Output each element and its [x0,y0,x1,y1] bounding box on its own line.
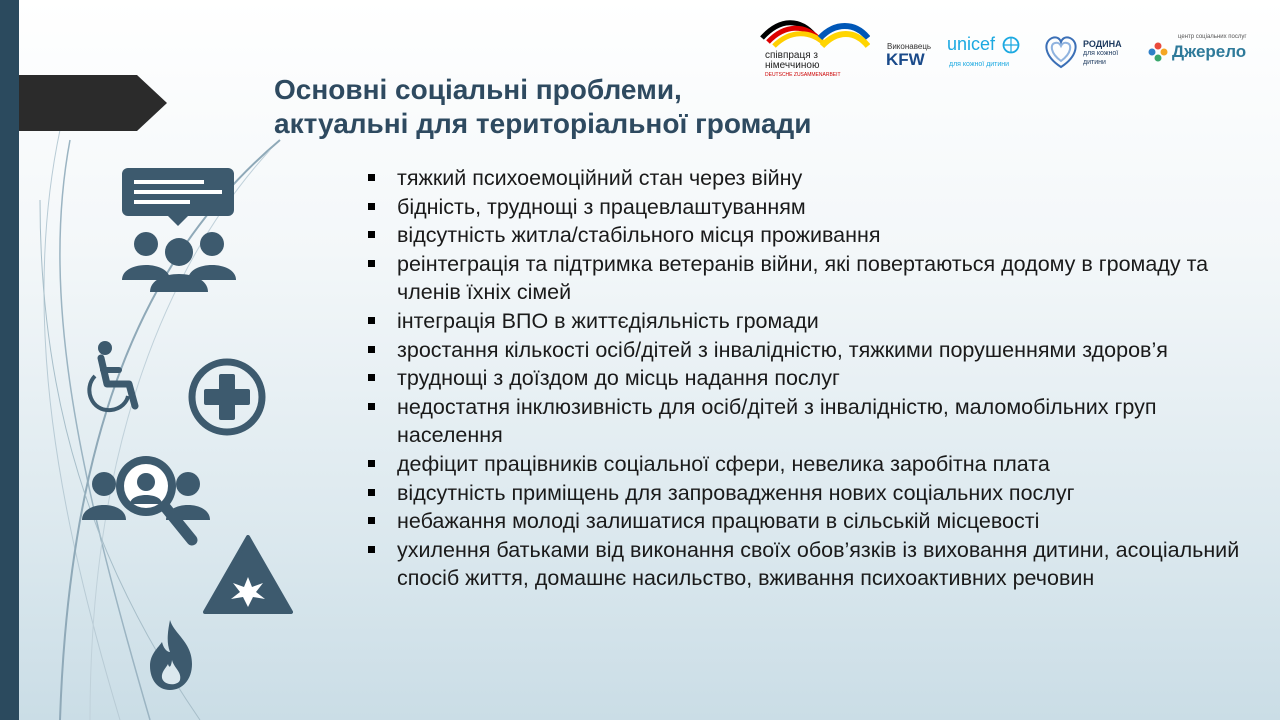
germany-line2: німеччиною [765,60,820,71]
list-item [368,450,1258,479]
bullet-square-icon [368,260,375,267]
unicef-tagline: для кожної дитини [949,61,1010,68]
list-item-text: реінтеграція та підтримка ветеранів війни, які повертаються додому в громаду та членів їхніх сімей [397,251,1209,305]
list-item [368,193,1258,222]
bullet-square-icon [368,231,375,238]
list-item [368,507,1258,536]
list-item-text: дефіцит працівників соціальної сфери, невелика заробітна плата [397,451,1050,476]
rodyna-line2: для кожної [1083,50,1119,57]
bullet-square-icon [368,174,375,181]
list-item [368,393,1258,450]
list-item [368,164,1258,193]
rodyna-line3: дитини [1083,59,1106,66]
bullet-square-icon [368,489,375,496]
unicef-globe-icon [1002,36,1020,54]
warning-explosion-icon [203,535,293,615]
title-line-2: актуальні для територіальної громади [274,108,812,139]
list-item-text: тяжкий психоемоційний стан через війну [397,166,803,190]
bullet-square-icon [368,460,375,467]
list-item-text: труднощі з доїздом до місць надання послуг [397,366,840,391]
dzherelo-name: Джерело [1172,42,1247,61]
bullet-square-icon [368,374,375,381]
kfw-label: Виконавець [887,42,932,51]
rodyna-heart-icon [1042,34,1080,70]
rodyna-line1: РОДИНА [1083,39,1122,49]
list-item-text: недостатня інклюзивність для осіб/дітей з інвалідністю, маломобільних груп населення [397,394,1157,448]
fire-icon [148,620,194,690]
list-item-text: небажання молоді залишатися працювати в сільській місцевості [397,509,1040,534]
bullet-square-icon [368,346,375,353]
list-item-text: зростання кількості осіб/дітей з інвалідністю, тяжкими порушеннями здоров’я [397,337,1168,362]
dzherelo-flower-icon [1148,42,1168,62]
bullet-square-icon [368,203,375,210]
chat-people-icon [120,168,238,292]
bullet-square-icon [368,403,375,410]
kfw-name: KFW [886,50,925,69]
dzherelo-small: центр соціальних послуг [1178,34,1247,40]
list-item-text: бідність, труднощі з працевлаштуванням [397,194,806,219]
list-item-text: інтеграція ВПО в життєдіяльність громади [397,308,819,333]
bullet-square-icon [368,517,375,524]
bullet-square-icon [368,546,375,553]
list-item [368,536,1258,593]
problems-list [368,164,1258,593]
list-item [368,479,1258,508]
wheelchair-icon [85,340,141,414]
germany-line3: DEUTSCHE ZUSAMMENARBEIT [765,72,841,78]
people-search-icon [80,450,212,550]
medical-cross-icon [188,358,266,436]
list-item [368,250,1258,307]
list-item [368,307,1258,336]
list-item [368,364,1258,393]
unicef-name: unicef [947,34,996,54]
slide-title [274,73,812,141]
list-item-text: відсутність житла/стабільного місця проживання [397,223,881,248]
list-item [368,336,1258,365]
list-item [368,221,1258,250]
list-item-text: ухилення батьками від виконання своїх обов’язків із виховання дитини, асоціальний спосіб життя, домашнє насильство, вживання психоактивних речовин [397,537,1240,591]
list-item-text: відсутність приміщень для запровадження нових соціальних послуг [397,480,1075,505]
title-line-1: Основні соціальні проблеми, [274,74,682,105]
bullet-square-icon [368,317,375,324]
germany-line1: співпраця з [765,50,818,61]
germany-cooperation-logo-icon [760,18,870,52]
